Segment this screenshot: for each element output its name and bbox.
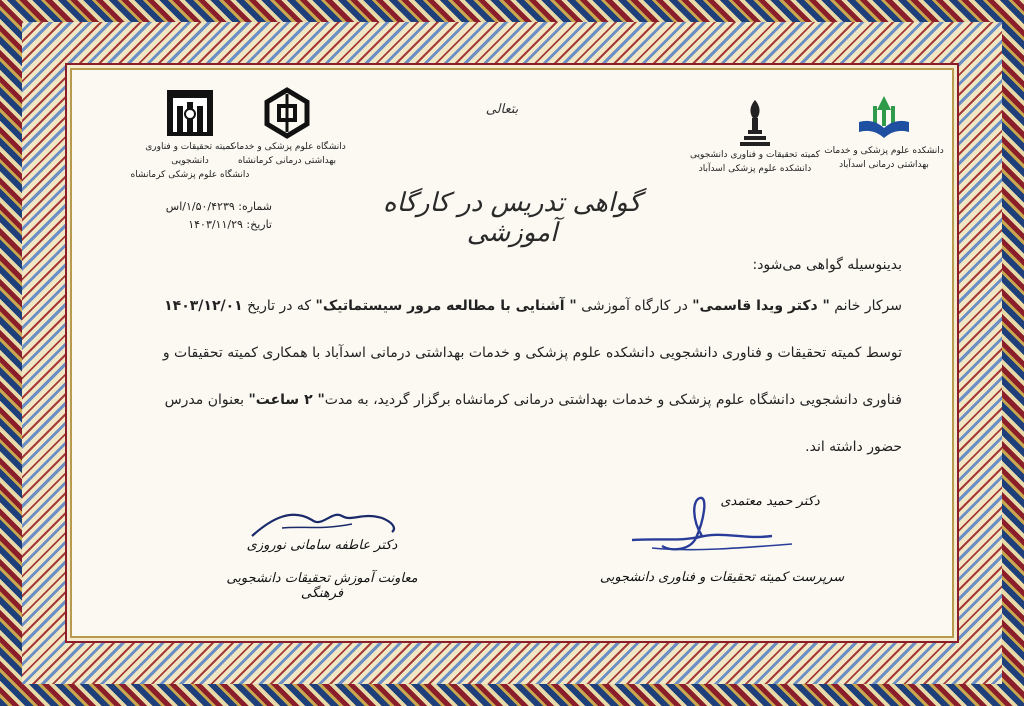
logo-label-line2: دانشگاه علوم پزشکی کرمانشاه [130,170,250,180]
recipient-name: " دکتر ویدا قاسمی" [692,298,830,314]
document-date: تاریخ: ۱۴۰۳/۱۱/۲۹ [188,218,272,231]
logo-kermanshah-university [222,86,352,168]
signer-name-right: دکتر حمید معتمدی [720,494,820,509]
signer-title-left: معاونت آموزش تحقیقات دانشجویی فرهنگی [226,571,418,601]
book-emblem-icon [855,92,913,144]
logo-label-line1: کمیته تحقیقات و فناوری دانشجویی [690,150,820,160]
body-text-fragment: در کارگاه آموزشی [576,298,693,314]
document-number: شماره: ۱/۵۰/۴۲۳۹/اس [165,200,272,213]
university-emblem-icon [263,86,311,140]
body-text-fragment: که در تاریخ [242,298,316,314]
certificate-paper [72,70,952,636]
basmala: بتعالی [485,102,519,117]
workshop-duration: " ۲ ساعت" [248,392,325,408]
signer-title-right: سرپرست کمیته تحقیقات و فناوری دانشجویی [599,570,845,585]
body-text-fragment: سرکار خانم [829,298,902,314]
page-title: گواهی تدریس در کارگاه آموزشی [383,188,641,248]
logo-label-line1: کمیته تحقیقات و فناوری دانشجویی [145,142,235,166]
logo-student-research-asadabad [690,94,820,176]
signature-block-right [592,490,852,585]
workshop-title: " آشنایی با مطالعه مرور سیستماتیک" [315,298,577,314]
research-committee-emblem-icon [163,86,217,140]
intro-line: بدینوسیله گواهی می‌شود: [752,257,902,273]
signer-name-left: دکتر عاطفه سامانی نوروزی [246,538,398,553]
logo-label-line2: دانشکده علوم پزشکی اسدآباد [698,164,812,174]
torch-emblem-icon [732,94,778,148]
body-line-3 [122,377,902,424]
logo-label-line2: بهداشتی درمانی کرمانشاه [237,156,337,166]
body-text-fragment: فناوری دانشجویی دانشگاه علوم پزشکی و خدمات بهداشتی درمانی کرمانشاه برگزار گردید، به مدت [324,392,902,408]
logo-label-line1: دانشکده علوم پزشکی و خدمات [824,146,944,156]
signature-block-left [222,498,422,601]
workshop-date: ۱۴۰۳/۱۲/۰۱ [164,298,243,314]
logo-asadabad-faculty [824,92,944,172]
body-line-2: توسط کمیته تحقیقات و فناوری دانشجویی دانشکده علوم پزشکی و خدمات بهداشتی درمانی اسدآباد با همکاری کمیته تحقیقات و [162,345,902,361]
document-meta [122,198,272,234]
body-line-4: حضور داشته اند. [805,439,902,455]
logo-label-line2: بهداشتی درمانی اسدآباد [839,160,929,170]
certificate-body [122,242,902,471]
body-text-fragment: بعنوان مدرس [164,392,249,408]
body-line-1 [122,283,902,330]
logo-label-line1: دانشگاه علوم پزشکی و خدمات [228,142,346,152]
